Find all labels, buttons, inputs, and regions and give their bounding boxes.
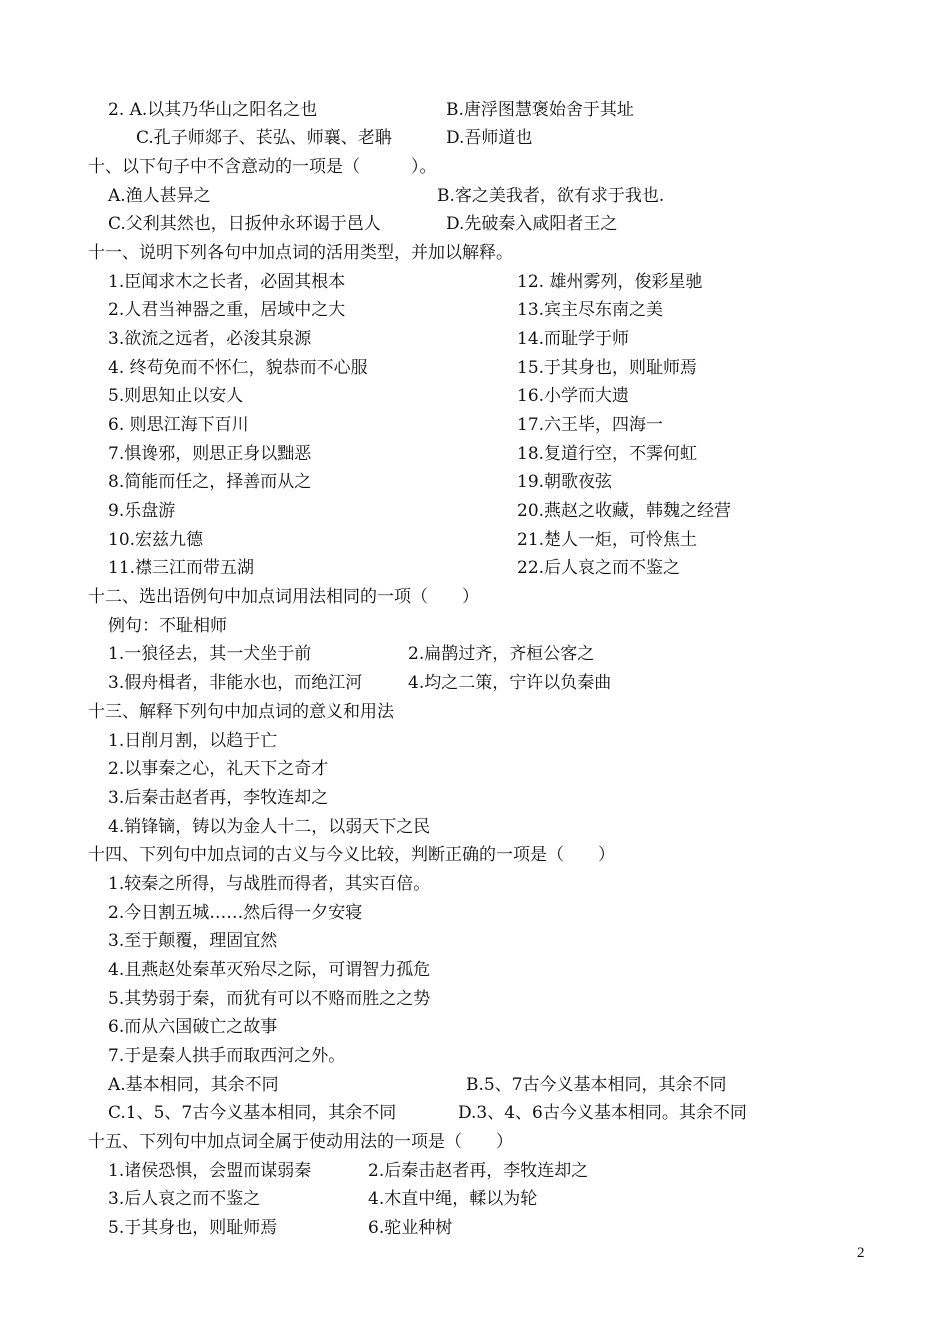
text-segment: 十、以下句子中不含意动的一项是（ ）。	[88, 157, 437, 177]
text-segment: 7.惧谗邪，则思正身以黜恶	[108, 444, 312, 464]
text-segment: C.父利其然也，日扳仲永环谒于邑人	[108, 214, 381, 234]
text-segment: 4.且燕赵处秦革灭殆尽之际，可谓智力孤危	[108, 960, 431, 980]
text-segment: 1.一狼径去，其一犬坐于前	[108, 644, 312, 664]
text-segment: 十一、说明下列各句中加点词的活用类型，并加以解释。	[88, 243, 513, 263]
text-segment: 十五、下列句中加点词全属于使动用法的一项是（ ）	[88, 1132, 513, 1152]
text-segment: 3.后秦击赵者再，李牧连却之	[108, 788, 329, 808]
text-segment: 3.后人哀之而不鉴之	[108, 1189, 261, 1209]
text-segment: 2. A.以其乃华山之阳名之也	[108, 100, 318, 120]
text-segment: 4.均之二策，宁许以负秦曲	[408, 673, 612, 693]
text-segment: 18.复道行空，不霁何虹	[517, 444, 698, 464]
text-segment: 4.木直中绳，輮以为轮	[368, 1189, 538, 1209]
text-segment: 5.则思知止以安人	[108, 386, 244, 406]
text-segment: 1.臣闻求木之长者，必固其根本	[108, 272, 346, 292]
text-segment: 4.销锋镝，铸以为金人十二，以弱天下之民	[108, 817, 431, 837]
text-segment: 3.欲流之远者，必浚其泉源	[108, 329, 312, 349]
text-segment: 5.其势弱于秦，而犹有可以不赂而胜之之势	[108, 989, 431, 1009]
text-segment: 5.于其身也，则耻师焉	[108, 1218, 278, 1238]
text-segment: 10.宏兹九德	[108, 530, 204, 550]
text-segment: 16.小学而大遗	[517, 386, 630, 406]
text-segment: 例句：不耻相师	[108, 616, 227, 636]
text-segment: 12. 雄州雾列，俊彩星驰	[517, 272, 703, 292]
text-segment: A.基本相同，其余不同	[108, 1075, 279, 1095]
text-segment: 14.而耻学于师	[517, 329, 630, 349]
text-segment: 2.扁鹊过齐，齐桓公客之	[408, 644, 595, 664]
text-segment: 2.后秦击赵者再，李牧连却之	[368, 1161, 589, 1181]
text-segment: C.孔子师郯子、苌弘、师襄、老聃	[136, 128, 392, 148]
text-segment: B.客之美我者，欲有求于我也.	[437, 186, 665, 206]
text-segment: 21.楚人一炬，可怜焦土	[517, 530, 698, 550]
text-segment: B.唐浮图慧褒始舍于其址	[446, 100, 634, 120]
text-segment: 13.宾主尽东南之美	[517, 300, 664, 320]
text-segment: B.5、7古今义基本相同，其余不同	[466, 1075, 727, 1095]
text-segment: 22.后人哀之而不鉴之	[517, 558, 681, 578]
text-segment: 2.人君当神器之重，居域中之大	[108, 300, 346, 320]
text-segment: 11.襟三江而带五湖	[108, 558, 255, 578]
text-segment: 8.简能而任之，择善而从之	[108, 472, 312, 492]
text-segment: 十二、选出语例句中加点词用法相同的一项（ ）	[88, 587, 479, 607]
text-segment: 19.朝歌夜弦	[517, 472, 613, 492]
text-segment: D.吾师道也	[446, 128, 533, 148]
text-segment: D.先破秦入咸阳者王之	[446, 214, 618, 234]
text-segment: 1.诸侯恐惧，会盟而谋弱秦	[108, 1161, 312, 1181]
text-segment: 十四、下列句中加点词的古义与今义比较，判断正确的一项是（ ）	[88, 845, 615, 865]
text-segment: 十三、解释下列句中加点词的意义和用法	[88, 702, 394, 722]
text-segment: 3.至于颠覆，理固宜然	[108, 931, 278, 951]
text-segment: 1.日削月割，以趋于亡	[108, 731, 278, 751]
text-segment: 6.驼业种树	[368, 1218, 453, 1238]
text-segment: 6.而从六国破亡之故事	[108, 1017, 278, 1037]
text-segment: 9.乐盘游	[108, 501, 176, 521]
text-segment: 1.较秦之所得，与战胜而得者，其实百倍。	[108, 874, 431, 894]
text-segment: 6. 则思江海下百川	[108, 415, 249, 435]
text-segment: 2.今日割五城……然后得一夕安寝	[108, 903, 363, 923]
text-segment: D.3、4、6古今义基本相同。其余不同	[458, 1103, 747, 1123]
text-segment: 4. 终苟免而不怀仁，貌恭而不心服	[108, 358, 368, 378]
text-segment: A.渔人甚异之	[108, 186, 211, 206]
text-segment: C.1、5、7古今义基本相同，其余不同	[108, 1103, 397, 1123]
text-segment: 20.燕赵之收藏，韩魏之经营	[517, 501, 732, 521]
text-segment: 2.以事秦之心，礼天下之奇才	[108, 759, 329, 779]
text-segment: 17.六王毕，四海一	[517, 415, 664, 435]
page-number: 2	[857, 1245, 865, 1261]
text-segment: 3.假舟楫者，非能水也，而绝江河	[108, 673, 363, 693]
text-segment: 7.于是秦人拱手而取西河之外。	[108, 1046, 346, 1066]
text-segment: 15.于其身也，则耻师焉	[517, 358, 698, 378]
